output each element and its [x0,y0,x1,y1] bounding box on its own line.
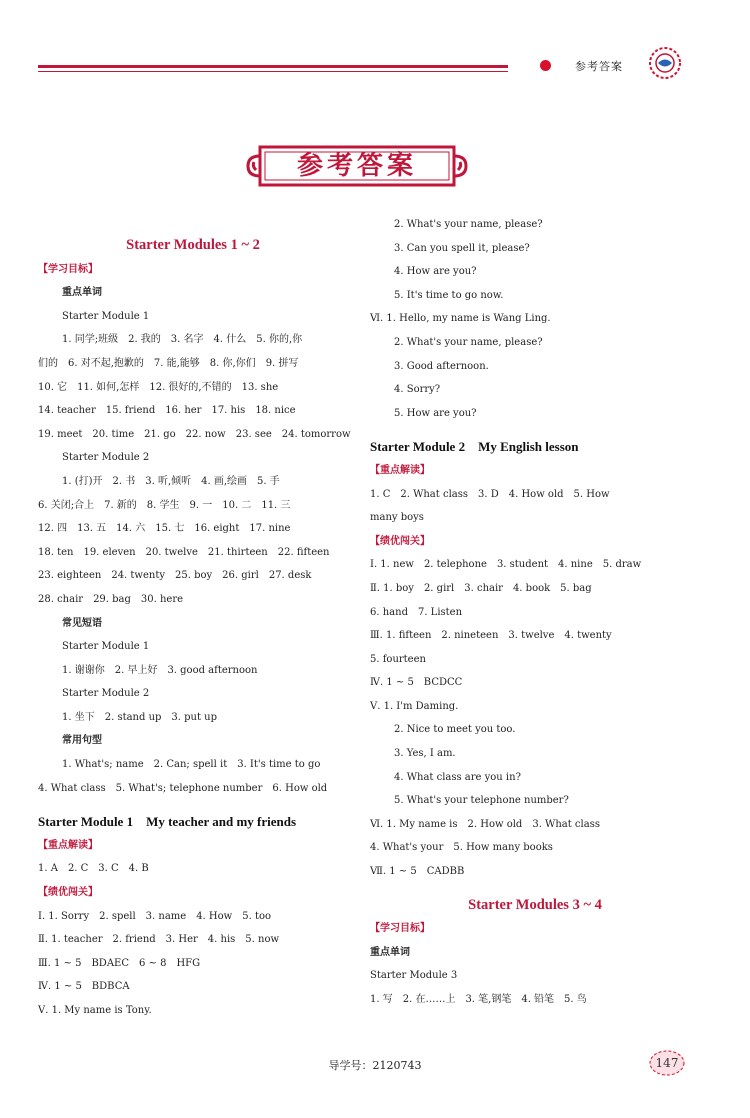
answer-line: Ⅱ. 1. teacher 2. friend 3. Her 4. his 5. now [38,934,280,946]
answer-line: 重点单词 [370,946,410,958]
answer-line: 1. (打)开 2. 书 3. 听,倾听 4. 画,绘画 5. 手 [62,475,280,487]
answer-line: 4. How are you? [394,266,477,278]
answer-line: Ⅴ. 1. My name is Tony. [38,1005,152,1016]
answer-line: 们的 6. 对不起,抱歉的 7. 能,能够 8. 你,你们 9. 拼写 [38,357,299,369]
header-rule-thin [38,71,508,72]
answer-line: 19. meet 20. time 21. go 22. now 23. see 24. tomorrow [38,428,351,440]
page-title: 参考答案 [296,151,417,181]
left-column [38,224,351,1023]
answer-line: Ⅴ. 1. I'm Daming. [370,700,459,712]
answer-line: Ⅵ. 1. Hello, my name is Wang Ling. [370,313,551,325]
answer-line: 4. What class 5. What's; telephone number 6. How old [38,782,328,794]
answer-line: 6. 关闭;合上 7. 新的 8. 学生 9. 一 10. 二 11. 三 [38,499,291,511]
answer-line: 5. What's your telephone number? [394,795,569,807]
section-heading: Starter Module 2 My English lesson [370,439,579,455]
answer-line: 1. 同学;班级 2. 我的 3. 名字 4. 什么 5. 你的,你 [62,334,303,346]
header-rule [38,65,508,68]
section-tag: 【学习目标】 [370,923,430,935]
answer-line: 5. fourteen [370,653,426,665]
answer-line: 常用句型 [62,735,102,747]
answer-line: Ⅱ. 1. boy 2. girl 3. chair 4. book 5. bag [370,582,592,594]
right-column [370,213,700,1012]
answer-line: 3. Good afternoon. [394,360,489,372]
section-tag: 【绩优闯关】 [38,887,98,899]
answer-line: 3. Yes, I am. [394,748,456,760]
answer-line: Ⅵ. 1. My name is 2. How old 3. What class [370,818,600,830]
answer-line: Ⅳ. 1 ~ 5 BDBCA [38,981,130,993]
answer-line: 23. eighteen 24. twenty 25. boy 26. girl 27. desk [38,570,312,582]
answer-line: Ⅶ. 1 ~ 5 CADBB [370,866,465,878]
answer-line: Ⅰ. 1. new 2. telephone 3. student 4. nine 5. draw [370,559,642,571]
answer-line: 1. C 2. What class 3. D 4. How old 5. How [370,488,610,500]
answer-line: Starter Module 2 [62,688,150,700]
section-heading: Starter Modules 1 ~ 2 [126,237,260,253]
answer-line: 1. 坐下 2. stand up 3. put up [62,711,218,723]
answer-line: many boys [370,512,424,524]
answer-line: 14. teacher 15. friend 16. her 17. his 18. nice [38,405,296,417]
answer-line: Starter Module 3 [370,970,458,982]
answer-line: Starter Module 2 [62,452,150,464]
answer-line: 5. How are you? [394,407,477,419]
section-tag: 【重点解读】 [38,839,98,851]
answer-line: 4. Sorry? [394,384,441,396]
guide-number: 导学号：2120743 [328,1059,422,1072]
answer-line: Ⅰ. 1. Sorry 2. spell 3. name 4. How 5. too [38,910,271,922]
globe-logo-icon [648,46,682,80]
answer-line: 1. A 2. C 3. C 4. B [38,863,149,875]
header-dot-icon [540,60,551,71]
answer-line: 5. It's time to go now. [394,289,504,301]
answer-line: Starter Module 1 [62,310,150,322]
answer-line: 重点单词 [62,287,102,299]
answer-line: 28. chair 29. bag 30. here [38,593,184,605]
answer-line: 4. What class are you in? [394,771,521,783]
answer-line: 12. 四 13. 五 14. 六 15. 七 16. eight 17. nine [38,523,291,535]
answer-line: Ⅲ. 1 ~ 5 BDAEC 6 ~ 8 HFG [38,957,201,969]
answer-line: 2. Nice to meet you too. [394,724,516,736]
page-number: 147 [655,1056,679,1070]
header-label: 参考答案 [575,60,623,73]
answer-line: 1. 谢谢你 2. 早上好 3. good afternoon [62,664,258,676]
answer-line: 3. Can you spell it, please? [394,242,530,254]
answer-line: 6. hand 7. Listen [370,606,463,618]
section-tag: 【重点解读】 [370,464,430,476]
answer-line: 18. ten 19. eleven 20. twelve 21. thirteen 22. fifteen [38,546,330,558]
answer-line: 1. 写 2. 在……上 3. 笔,钢笔 4. 铅笔 5. 鸟 [370,994,587,1005]
answer-line: 常见短语 [62,617,102,629]
answer-line: 1. What's; name 2. Can; spell it 3. It's time to go [62,759,321,771]
section-heading: Starter Modules 3 ~ 4 [468,896,602,913]
answer-line: Ⅲ. 1. fifteen 2. nineteen 3. twelve 4. twenty [370,630,612,642]
answer-line: 10. 它 11. 如何,怎样 12. 很好的,不错的 13. she [38,381,279,393]
section-tag: 【绩优闯关】 [370,535,430,547]
answer-line: 4. What's your 5. How many books [370,842,553,854]
section-heading: Starter Module 1 My teacher and my friends [38,814,297,830]
answer-line: 2. What's your name, please? [394,336,543,348]
answer-line: Starter Module 1 [62,641,150,653]
answer-line: 2. What's your name, please? [394,219,543,230]
section-tag: 【学习目标】 [38,263,98,275]
answer-line: Ⅳ. 1 ~ 5 BCDCC [370,677,463,689]
